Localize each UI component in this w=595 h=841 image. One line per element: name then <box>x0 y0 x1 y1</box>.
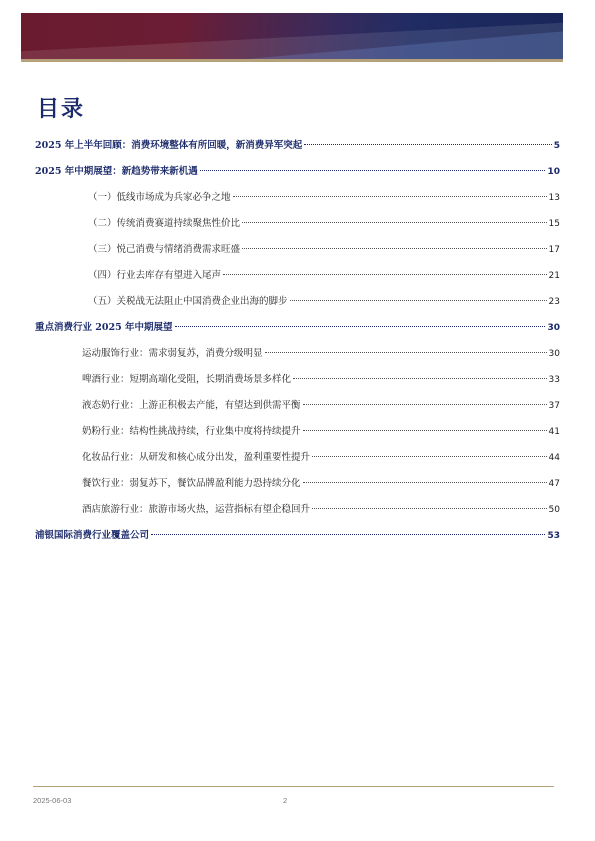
toc-entry-page: 23 <box>548 297 560 307</box>
toc-entry-emotional[interactable] <box>88 244 560 256</box>
toc-entry-coverage[interactable] <box>35 530 560 542</box>
toc-entry-label: 浦银国际消费行业覆盖公司 <box>35 530 150 541</box>
toc-entry-page: 47 <box>548 479 560 489</box>
toc-dot-leader <box>303 404 547 405</box>
toc-dot-leader <box>233 196 547 197</box>
toc-entry-page: 44 <box>548 453 560 463</box>
toc-entry-label: 酒店旅游行业：旅游市场火热，运营指标有望企稳回升 <box>82 504 311 515</box>
toc-entry-key-industries[interactable] <box>35 322 560 334</box>
toc-entry-midyear-outlook[interactable] <box>35 166 560 178</box>
toc-entry-label: （五）关税战无法阻止中国消费企业出海的脚步 <box>88 296 288 307</box>
toc-entry-label: 餐饮行业：弱复苏下，餐饮品牌盈利能力恐持续分化 <box>82 478 301 489</box>
toc-entry-liquid-milk[interactable] <box>82 400 560 412</box>
toc-entry-label: 运动服饰行业：需求弱复苏，消费分级明显 <box>82 348 263 359</box>
toc-entry-page: 50 <box>548 505 560 515</box>
toc-entry-page: 10 <box>547 167 560 177</box>
toc-entry-page: 53 <box>547 531 560 541</box>
toc-entry-page: 33 <box>548 375 560 385</box>
toc-entry-label: 啤酒行业：短期高端化受阻，长期消费场景多样化 <box>82 374 292 385</box>
toc-entry-label: （一）低线市场成为兵家必争之地 <box>88 192 231 203</box>
toc-dot-leader <box>303 482 547 483</box>
toc-dot-leader <box>312 508 547 509</box>
toc-entry-label: 奶粉行业：结构性挑战持续，行业集中度将持续提升 <box>82 426 301 437</box>
toc-entry-catering[interactable] <box>82 478 560 490</box>
toc-dot-leader <box>290 300 547 301</box>
toc-entry-page: 15 <box>548 219 560 229</box>
toc-dot-leader <box>242 248 547 249</box>
header-banner <box>21 13 563 59</box>
footer-page-number: 2 <box>283 796 288 805</box>
page-title: 目录 <box>37 97 86 122</box>
toc-dot-leader <box>223 274 547 275</box>
toc-entry-label: 2025 年上半年回顾：消费环境整体有所回暖，新消费异军突起 <box>35 140 303 151</box>
toc-entry-page: 5 <box>553 141 560 151</box>
toc-entry-h2025-review[interactable] <box>35 140 560 152</box>
toc-dot-leader <box>151 534 545 535</box>
toc-entry-page: 41 <box>548 427 560 437</box>
toc-dot-leader <box>304 144 551 145</box>
toc-dot-leader <box>175 326 546 327</box>
toc-entry-formula[interactable] <box>82 426 560 438</box>
toc-dot-leader <box>242 222 547 223</box>
toc-entry-page: 21 <box>548 271 560 281</box>
toc-entry-hotel-travel[interactable] <box>82 504 560 516</box>
toc-entry-page: 13 <box>548 193 560 203</box>
toc-dot-leader <box>312 456 547 457</box>
toc-entry-label: （二）传统消费赛道持续聚焦性价比 <box>88 218 241 229</box>
toc-entry-destocking[interactable] <box>88 270 560 282</box>
toc-entry-label: 化妆品行业：从研发和核心成分出发，盈利重要性提升 <box>82 452 311 463</box>
toc-entry-tariff[interactable] <box>88 296 560 308</box>
toc-entry-label: 重点消费行业 2025 年中期展望 <box>35 322 173 333</box>
footer-rule <box>33 786 554 787</box>
toc-entry-page: 30 <box>547 323 560 333</box>
toc-entry-value[interactable] <box>88 218 560 230</box>
toc-entry-page: 30 <box>548 349 560 359</box>
toc-entry-label: 2025 年中期展望：新趋势带来新机遇 <box>35 166 198 177</box>
toc-entry-label: （四）行业去库存有望进入尾声 <box>88 270 222 281</box>
toc-entry-sportswear[interactable] <box>82 348 560 360</box>
toc-dot-leader <box>303 430 547 431</box>
toc-entry-page: 17 <box>548 245 560 255</box>
banner-gold-rule <box>21 59 563 62</box>
toc-dot-leader <box>265 352 547 353</box>
toc-entry-label: （三）悦己消费与情绪消费需求旺盛 <box>88 244 241 255</box>
footer-date: 2025-06-03 <box>33 796 72 805</box>
toc-entry-page: 37 <box>548 401 560 411</box>
toc-dot-leader <box>293 378 547 379</box>
toc-dot-leader <box>200 170 546 171</box>
toc-entry-label: 液态奶行业：上游正积极去产能，有望达到供需平衡 <box>82 400 301 411</box>
toc-entry-cosmetics[interactable] <box>82 452 560 464</box>
toc-entry-beer[interactable] <box>82 374 560 386</box>
toc-entry-lower-tier[interactable] <box>88 192 560 204</box>
